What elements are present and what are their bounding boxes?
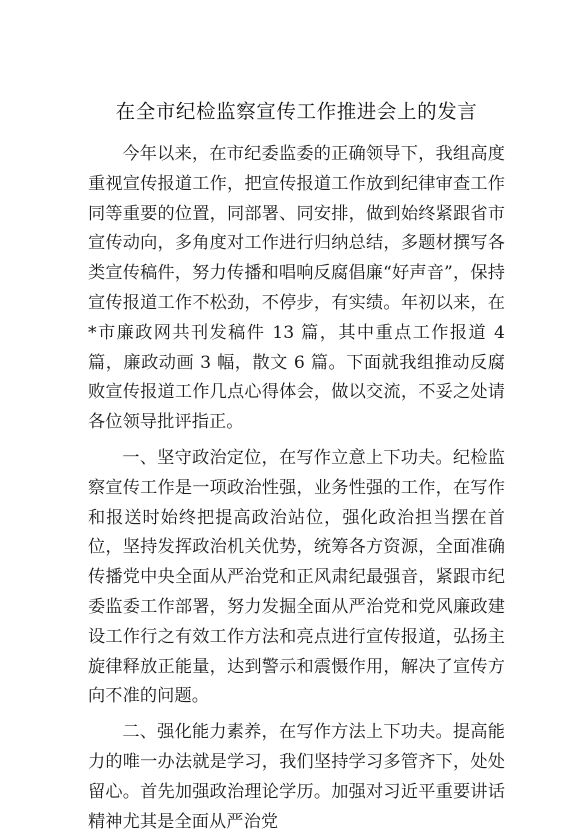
paragraph-section-one: 一、坚守政治定位，在写作立意上下功夫。纪检监察宣传工作是一项政治性强，业务性强的工作，在写作和报送时始终把提高政治站位，强化政治担当摆在首位，坚持发挥政治机关优势，统筹各方资源，全面准确传播党中央全面从严治党和正风肃纪最强音，紧跟市纪委监委工作部署，努力发掘全面从严治党和党风廉政建设工作行之有效工作方法和亮点进行宣传报道，弘扬主旋律释放正能量，达到警示和震慑作用，解决了宣传方向不准的问题。 bbox=[88, 447, 505, 707]
paragraph-section-two: 二、强化能力素养，在写作方法上下功夫。提高能力的唯一办法就是学习，我们坚持学习多管齐下，处处留心。首先加强政治理论学历。加强对习近平重要讲话精神尤其是全面从严治党 bbox=[88, 722, 505, 832]
document-title: 在全市纪检监察宣传工作推进会上的发言 bbox=[115, 100, 478, 123]
paragraph-intro: 今年以来，在市纪委监委的正确领导下，我组高度重视宣传报道工作，把宣传报道工作放到纪律审查工作同等重要的位置，同部署、同安排，做到始终紧跟省市宣传动向，多角度对工作进行归纳总结，多题材撰写各类宣传稿件，努力传播和唱响反腐倡廉“好声音”，保持宣传报道工作不松劲，不停步，有实绩。年初以来，在*市廉政网共刊发稿件 13 篇，其中重点工作报道 4 篇，廉政动画 3 幅，散文 6 篇。下面就我组推动反腐败宣传报道工作几点心得体会，做以交流，不妥之处请各位领导批评指正。 bbox=[88, 144, 505, 433]
